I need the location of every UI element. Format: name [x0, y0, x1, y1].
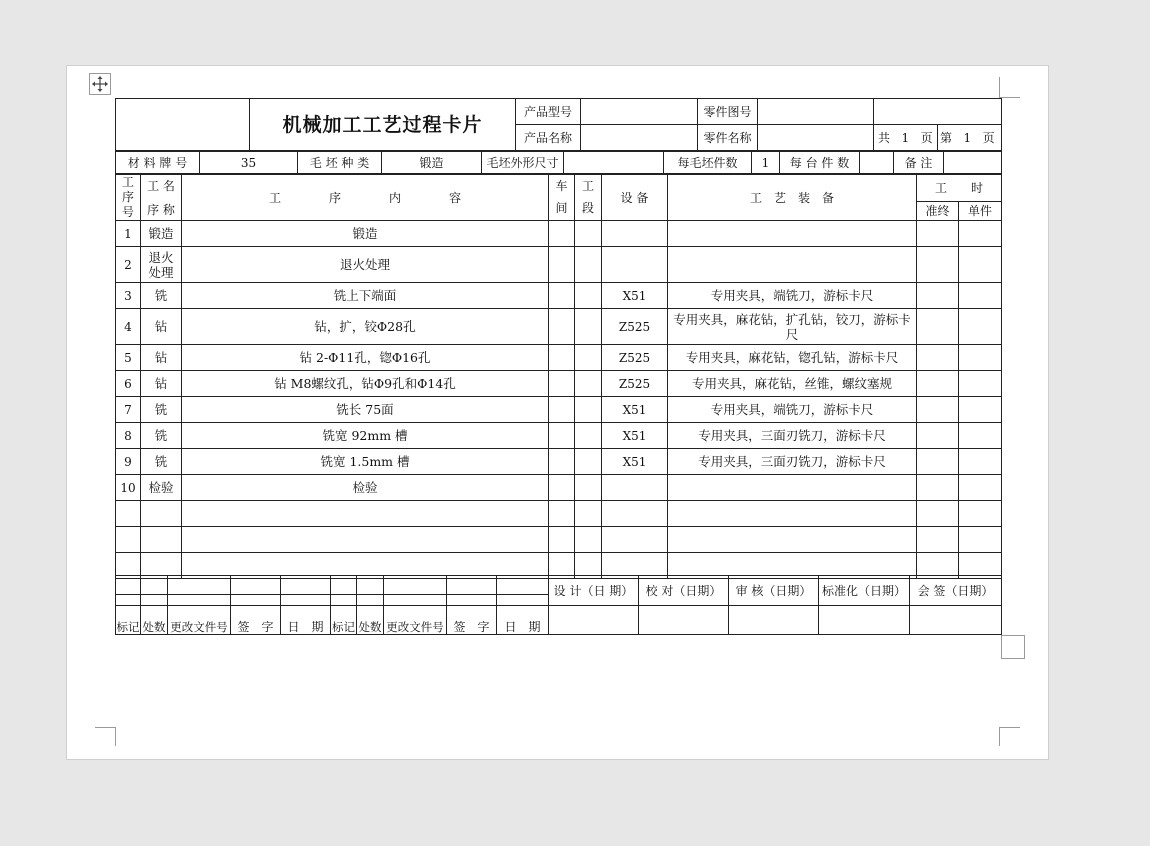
sig-blank	[281, 595, 331, 606]
count-label: 处数	[141, 606, 168, 635]
review-sign-cell[interactable]	[729, 606, 819, 635]
crop-mark-bottom-right	[999, 727, 1020, 746]
part-drawing-label: 零件图号	[698, 99, 758, 125]
op-content-cell[interactable]: 铣长 75面	[182, 397, 549, 423]
unit-time-cell[interactable]	[959, 221, 1002, 247]
op-content-cell[interactable]	[182, 527, 549, 553]
tooling-cell[interactable]: 专用夹具，麻花钻，锪孔钻，游标卡尺	[668, 345, 917, 371]
total-pages-cell	[874, 125, 938, 151]
current-page: 1	[963, 130, 972, 145]
page-unit: 页	[920, 130, 933, 145]
page-title: 机械加工工艺过程卡片	[250, 99, 516, 151]
op-name-cell[interactable]: 钻	[141, 309, 182, 345]
op-content-cell[interactable]: 检验	[182, 475, 549, 501]
tooling-cell[interactable]: 专用夹具，麻花钻，扩孔钻，铰刀，游标卡尺	[668, 309, 917, 345]
section-cell[interactable]	[575, 309, 602, 345]
prep-final-cell[interactable]	[917, 221, 959, 247]
tooling-cell[interactable]	[668, 475, 917, 501]
equipment-cell[interactable]	[602, 247, 668, 283]
op-no-cell[interactable]: 2	[116, 247, 141, 283]
design-sign-cell[interactable]	[549, 606, 639, 635]
op-no-cell[interactable]: 5	[116, 345, 141, 371]
op-name-cell[interactable]: 铣	[141, 423, 182, 449]
change-doc-label: 更改文件号	[168, 606, 231, 635]
op-name-cell[interactable]: 钻	[141, 345, 182, 371]
mark-label: 标记	[116, 606, 141, 635]
sig-blank	[447, 595, 497, 606]
col-op-name: 工 名 序 称	[141, 175, 182, 221]
op-no-cell[interactable]	[116, 527, 141, 553]
unit-time-cell[interactable]	[959, 501, 1002, 527]
col-workshop: 车 间	[549, 175, 575, 221]
sig-blank	[141, 595, 168, 606]
table-move-handle[interactable]	[89, 73, 111, 95]
workshop-cell[interactable]	[549, 283, 575, 309]
workshop-cell[interactable]	[549, 501, 575, 527]
material-grade-label: 材 料 牌 号	[116, 152, 200, 174]
date-label: 日 期	[281, 606, 331, 635]
op-no-cell[interactable]: 7	[116, 397, 141, 423]
workshop-cell[interactable]	[549, 475, 575, 501]
review-label: 审 核（日期）	[729, 576, 819, 606]
equipment-cell[interactable]: X51	[602, 397, 668, 423]
blank-type-value[interactable]: 锻造	[382, 152, 482, 174]
tooling-cell[interactable]	[668, 501, 917, 527]
section-cell[interactable]	[575, 221, 602, 247]
section-cell[interactable]	[575, 371, 602, 397]
part-name-label: 零件名称	[698, 125, 758, 151]
op-content-cell[interactable]: 钻 M8螺纹孔，钻Φ9孔和Φ14孔	[182, 371, 549, 397]
equipment-cell[interactable]: X51	[602, 283, 668, 309]
op-name-cell[interactable]: 锻造	[141, 221, 182, 247]
per-unit-label: 每 台 件 数	[780, 152, 860, 174]
current-page-cell	[938, 125, 1002, 151]
standard-label: 标准化（日期）	[819, 576, 910, 606]
mark-label-2: 标记	[331, 606, 357, 635]
section-cell[interactable]	[575, 527, 602, 553]
op-content-cell[interactable]: 铣宽 92mm 槽	[182, 423, 549, 449]
blank-size-label: 毛坯外形尺寸	[482, 152, 564, 174]
sig-blank	[231, 576, 281, 595]
signature-label-2: 签 字	[447, 606, 497, 635]
remark-value[interactable]	[944, 152, 1002, 174]
op-no-cell[interactable]: 1	[116, 221, 141, 247]
table-row	[116, 397, 1002, 423]
change-doc-label-2: 更改文件号	[384, 606, 447, 635]
prep-final-cell[interactable]	[917, 283, 959, 309]
pieces-per-blank-value[interactable]: 1	[752, 152, 780, 174]
material-table	[115, 151, 1002, 174]
op-no-cell[interactable]	[116, 501, 141, 527]
sig-blank	[231, 595, 281, 606]
tooling-cell[interactable]: 专用夹具，端铣刀，游标卡尺	[668, 397, 917, 423]
section-cell[interactable]	[575, 345, 602, 371]
crop-mark-top-right	[999, 77, 1020, 98]
op-no-cell[interactable]: 8	[116, 423, 141, 449]
op-content-cell[interactable]: 铣宽 1.5mm 槽	[182, 449, 549, 475]
per-unit-value[interactable]	[860, 152, 894, 174]
op-name-cell[interactable]: 退火 处理	[141, 247, 182, 283]
signature-label: 签 字	[231, 606, 281, 635]
check-sign-cell[interactable]	[639, 606, 729, 635]
section-cell[interactable]	[575, 475, 602, 501]
op-content-cell[interactable]: 钻，扩，铰Φ28孔	[182, 309, 549, 345]
section-cell[interactable]	[575, 283, 602, 309]
equipment-cell[interactable]: X51	[602, 449, 668, 475]
unit-time-cell[interactable]	[959, 475, 1002, 501]
prep-final-cell[interactable]	[917, 423, 959, 449]
product-model-label: 产品型号	[516, 99, 581, 125]
sig-blank	[384, 595, 447, 606]
sig-blank	[168, 576, 231, 595]
op-name-cell[interactable]: 铣	[141, 449, 182, 475]
op-no-cell[interactable]: 10	[116, 475, 141, 501]
op-name-cell[interactable]: 铣	[141, 283, 182, 309]
prep-final-cell[interactable]	[917, 527, 959, 553]
op-content-cell[interactable]: 铣上下端面	[182, 283, 549, 309]
sig-blank	[116, 576, 141, 595]
sig-blank	[447, 576, 497, 595]
crop-mark-bottom-left	[95, 727, 116, 746]
table-row	[116, 309, 1002, 345]
equipment-cell[interactable]	[602, 221, 668, 247]
unit-time-cell[interactable]	[959, 449, 1002, 475]
op-content-cell[interactable]: 锻造	[182, 221, 549, 247]
equipment-cell[interactable]: Z525	[602, 309, 668, 345]
workshop-cell[interactable]	[549, 247, 575, 283]
count-label-2: 处数	[357, 606, 384, 635]
workshop-cell[interactable]	[549, 449, 575, 475]
sig-blank	[281, 576, 331, 595]
sig-blank	[141, 576, 168, 595]
op-name-cell[interactable]: 检验	[141, 475, 182, 501]
sig-blank	[384, 576, 447, 595]
col-prep-final: 准终	[917, 201, 959, 220]
op-name-cell[interactable]	[141, 527, 182, 553]
product-name-value[interactable]	[581, 125, 698, 151]
unit-time-cell[interactable]	[959, 247, 1002, 283]
workshop-cell[interactable]	[549, 527, 575, 553]
sig-blank	[116, 595, 141, 606]
col-section: 工 段	[575, 175, 602, 221]
unit-time-cell[interactable]	[959, 527, 1002, 553]
equipment-cell[interactable]	[602, 475, 668, 501]
part-name-value[interactable]	[758, 125, 874, 151]
sig-blank	[168, 595, 231, 606]
remark-label: 备 注	[894, 152, 944, 174]
op-content-cell[interactable]: 退火处理	[182, 247, 549, 283]
page-unit-2: 页	[982, 130, 995, 145]
op-no-cell[interactable]: 3	[116, 283, 141, 309]
equipment-cell[interactable]: Z525	[602, 371, 668, 397]
total-pages: 1	[901, 130, 910, 145]
table-row	[116, 423, 1002, 449]
col-tooling: 工 艺 装 备	[668, 175, 917, 221]
header-blank	[116, 99, 250, 151]
op-name-cell[interactable]: 钻	[141, 371, 182, 397]
unit-time-cell[interactable]	[959, 309, 1002, 345]
table-row	[116, 501, 1002, 527]
countersign-sign-cell[interactable]	[910, 606, 1002, 635]
workshop-cell[interactable]	[549, 309, 575, 345]
table-row	[116, 371, 1002, 397]
header-table	[115, 98, 1002, 151]
sig-blank	[331, 595, 357, 606]
move-arrows-icon	[91, 75, 109, 93]
signature-table	[115, 575, 1002, 635]
workshop-cell[interactable]	[549, 397, 575, 423]
tooling-cell[interactable]: 专用夹具，端铣刀，游标卡尺	[668, 283, 917, 309]
product-name-label: 产品名称	[516, 125, 581, 151]
op-content-cell[interactable]: 钻 2-Φ11孔，锪Φ16孔	[182, 345, 549, 371]
tooling-cell[interactable]	[668, 221, 917, 247]
unit-time-cell[interactable]	[959, 283, 1002, 309]
prep-final-cell[interactable]	[917, 449, 959, 475]
tooling-cell[interactable]: 专用夹具，三面刃铣刀，游标卡尺	[668, 449, 917, 475]
table-row	[116, 475, 1002, 501]
col-hours: 工 时	[917, 175, 1002, 202]
table-row	[116, 449, 1002, 475]
table-row	[116, 345, 1002, 371]
op-no-cell[interactable]: 9	[116, 449, 141, 475]
prep-final-cell[interactable]	[917, 475, 959, 501]
section-cell[interactable]	[575, 397, 602, 423]
sig-blank	[357, 595, 384, 606]
total-label: 共	[878, 130, 891, 145]
prep-final-cell[interactable]	[917, 371, 959, 397]
op-content-cell[interactable]	[182, 501, 549, 527]
workshop-cell[interactable]	[549, 371, 575, 397]
section-cell[interactable]	[575, 423, 602, 449]
table-row	[116, 283, 1002, 309]
op-name-cell[interactable]	[141, 501, 182, 527]
op-name-cell[interactable]: 铣	[141, 397, 182, 423]
table-row	[116, 221, 1002, 247]
part-drawing-value[interactable]	[758, 99, 874, 125]
operations-table	[115, 174, 1002, 579]
equipment-cell[interactable]: X51	[602, 423, 668, 449]
header-blank-right	[874, 99, 1002, 125]
equipment-cell[interactable]: Z525	[602, 345, 668, 371]
equipment-cell[interactable]	[602, 527, 668, 553]
section-cell[interactable]	[575, 501, 602, 527]
current-label: 第	[940, 130, 953, 145]
design-label: 设 计（日 期）	[549, 576, 639, 606]
check-label: 校 对（日期）	[639, 576, 729, 606]
pieces-per-blank-label: 每毛坯件数	[664, 152, 752, 174]
product-model-value[interactable]	[581, 99, 698, 125]
workshop-cell[interactable]	[549, 345, 575, 371]
standard-sign-cell[interactable]	[819, 606, 910, 635]
date-label-2: 日 期	[497, 606, 549, 635]
sig-blank	[497, 595, 549, 606]
sig-blank	[331, 576, 357, 595]
prep-final-cell[interactable]	[917, 345, 959, 371]
blank-type-label: 毛 坯 种 类	[298, 152, 382, 174]
resize-handle-icon[interactable]	[1001, 635, 1025, 659]
col-op-no: 工 序 号	[116, 175, 141, 221]
prep-final-cell[interactable]	[917, 247, 959, 283]
unit-time-cell[interactable]	[959, 371, 1002, 397]
col-unit-time: 单件	[959, 201, 1002, 220]
unit-time-cell[interactable]	[959, 397, 1002, 423]
workshop-cell[interactable]	[549, 423, 575, 449]
sig-blank	[357, 576, 384, 595]
unit-time-cell[interactable]	[959, 423, 1002, 449]
prep-final-cell[interactable]	[917, 309, 959, 345]
section-cell[interactable]	[575, 247, 602, 283]
tooling-cell[interactable]: 专用夹具，麻花钻，丝锥，螺纹塞规	[668, 371, 917, 397]
section-cell[interactable]	[575, 449, 602, 475]
countersign-label: 会 签（日期）	[910, 576, 1002, 606]
sig-blank	[497, 576, 549, 595]
col-content: 工 序 内 容	[182, 175, 549, 221]
prep-final-cell[interactable]	[917, 397, 959, 423]
equipment-cell[interactable]	[602, 501, 668, 527]
op-no-cell[interactable]: 4	[116, 309, 141, 345]
col-equipment: 设 备	[602, 175, 668, 221]
tooling-cell[interactable]: 专用夹具，三面刃铣刀，游标卡尺	[668, 423, 917, 449]
tooling-cell[interactable]	[668, 247, 917, 283]
material-grade-value[interactable]: 35	[200, 152, 298, 174]
op-no-cell[interactable]: 6	[116, 371, 141, 397]
unit-time-cell[interactable]	[959, 345, 1002, 371]
blank-size-value[interactable]	[564, 152, 664, 174]
workshop-cell[interactable]	[549, 221, 575, 247]
table-row	[116, 527, 1002, 553]
prep-final-cell[interactable]	[917, 501, 959, 527]
table-row	[116, 247, 1002, 283]
tooling-cell[interactable]	[668, 527, 917, 553]
